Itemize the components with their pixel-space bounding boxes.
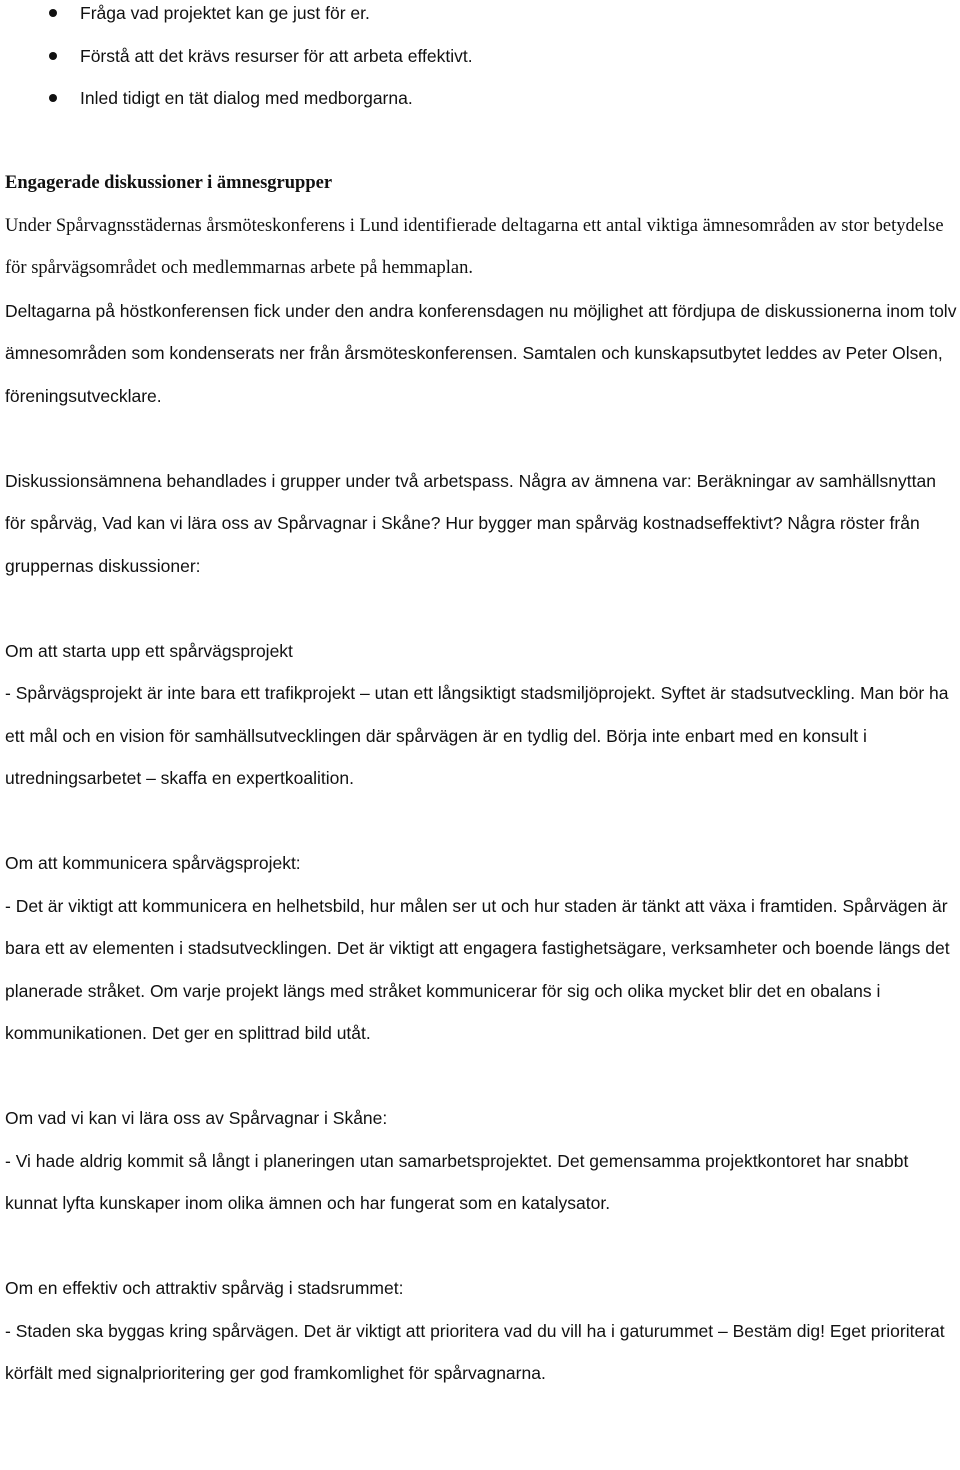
- subsection-heading: Om att starta upp ett spårvägsprojekt: [5, 640, 293, 661]
- bullet-item: [5, 77, 960, 120]
- spacer: [5, 800, 960, 843]
- subsection-body: - Vi hade aldrig kommit så långt i planeringen utan samarbetsprojektet. Det gemensamma projektkontoret har snabbt kunnat lyfta kunskaper inom olika ämnen och har fungerat som en katalysator.: [5, 1150, 909, 1213]
- spacer: [5, 587, 960, 630]
- spacer: [5, 1055, 960, 1098]
- subsection-body: - Spårvägsprojekt är inte bara ett trafikprojekt – utan ett långsiktigt stadsmiljöprojekt. Syftet är stadsutveckling. Man bör ha ett mål och en vision för samhällsutvecklingen där spårvägen är en tydlig del. Börja inte enbart med en konsult i utredningsarbetet – skaffa en expertkoalition.: [5, 683, 949, 788]
- bullet-dot-icon: [49, 94, 57, 102]
- bullet-list: [5, 0, 960, 120]
- spacer: [5, 1225, 960, 1268]
- subsection-heading: Om vad vi kan vi lära oss av Spårvagnar i Skåne:: [5, 1108, 388, 1128]
- bullet-item: [5, 0, 960, 35]
- bullet-text: Inled tidigt en tät dialog med medborgarna.: [80, 88, 413, 108]
- subsection-heading: Om att kommunicera spårvägsprojekt:: [5, 853, 301, 873]
- subsection-body: - Staden ska byggas kring spårvägen. Det är viktigt att prioritera vad du vill ha i gaturummet – Bestäm dig! Eget prioriterat körfält med signalprioritering ger god framkomlighet för spårvagnarna.: [5, 1320, 945, 1383]
- bullet-text: Fråga vad projektet kan ge just för er.: [80, 3, 370, 23]
- intro-paragraph-continued: Deltagarna på höstkonferensen fick under den andra konferensdagen nu möjlighet att fördjupa de diskussionerna inom tolv ämnesområden som kondenserats ner från årsmöteskonferensen. Samtalen och kunskapsutbytet leddes av Peter Olsen, föreningsutvecklare.: [5, 300, 957, 406]
- topics-intro: Diskussionsämnena behandlades i grupper under två arbetspass. Några av ämnena var: Beräkningar av samhällsnyttan för spårväg, Vad kan vi lära oss av Spårvagnar i Skåne? Hur bygger man spårväg kostnadseffektivt? Några röster från gruppernas diskussioner:: [5, 470, 936, 576]
- document-page: [5, 0, 960, 1395]
- spacer: [5, 120, 960, 163]
- spacer: [5, 417, 960, 460]
- intro-paragraph: Under Spårvagnsstädernas årsmöteskonferens i Lund identifierade deltagarna ett antal viktiga ämnesområden av stor betydelse för spårvägsområdet och medlemmarnas arbete på hemmaplan.: [5, 215, 944, 278]
- subsection-heading: Om en effektiv och attraktiv spårväg i stadsrummet:: [5, 1278, 404, 1298]
- bullet-item: [5, 35, 960, 78]
- bullet-dot-icon: [49, 52, 57, 60]
- bullet-dot-icon: [49, 9, 57, 17]
- bullet-text: Förstå att det krävs resurser för att arbeta effektivt.: [80, 45, 473, 66]
- section-title: Engagerade diskussioner i ämnesgrupper: [5, 173, 333, 193]
- subsection-body: - Det är viktigt att kommunicera en helhetsbild, hur målen ser ut och hur staden är tänkt att växa i framtiden. Spårvägen är bara ett av elementen i stadsutvecklingen. Det är viktigt att engagera fastighetsägare, verksamheter och boende längs det planerade stråket. Om varje projekt längs med stråket kommunicerar för sig och olika mycket blir det en obalans i kommunikationen. Det ger en splittrad bild utåt.: [5, 895, 950, 1043]
